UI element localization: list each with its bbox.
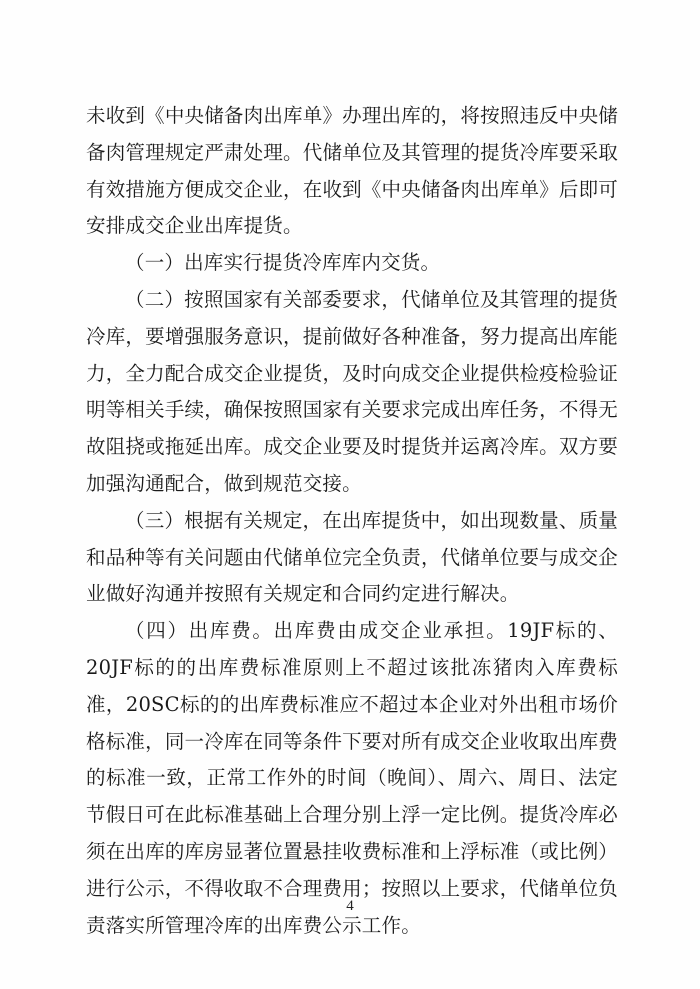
paragraph-item-2: （二）按照国家有关部委要求，代储单位及其管理的提货冷库，要增强服务意识，提前做好各种准备，努力提高出库能力，全力配合成交企业提货，及时向成交企业提供检疫检验证明等相关手续，确保按照国家有关要求完成出库任务，不得无故阻挠或拖延出库。成交企业要及时提货并运离冷库。双方要加强沟通配合，做到规范交接。 (86, 287, 618, 495)
paragraph-item-1: （一）出库实行提货冷库库内交货。 (125, 251, 441, 275)
page-number: 4 (346, 898, 354, 914)
body-text (86, 98, 618, 944)
paragraph-item-3: （三）根据有关规定，在出库提货中，如出现数量、质量和品种等有关问题由代储单位完全负责，代储单位要与成交企业做好沟通并按照有关规定和合同约定进行解决。 (86, 508, 618, 606)
paragraph-item-4: （四）出库费。出库费由成交企业承担。19JF标的、20JF标的的出库费标准原则上不超过该批冻猪肉入库费标准，20SC标的的出库费标准应不超过本企业对外出租市场价格标准，同一冷库在同等条件下要对所有成交企业收取出库费的标准一致，正常工作外的时间（晚间）、周六、周日、法定节假日可在此标准基础上合理分别上浮一定比例。提货冷库必须在出库的库房显著位置悬挂收费标准和上浮标准（或比例）进行公示，不得收取不合理费用；按照以上要求，代储单位负责落实所管理冷库的出库费公示工作。 (86, 619, 618, 937)
paragraph-continued: 未收到《中央储备肉出库单》办理出库的，将按照违反中央储备肉管理规定严肃处理。代储单位及其管理的提货冷库要采取有效措施方便成交企业，在收到《中央储备肉出库单》后即可安排成交企业出库提货。 (86, 104, 618, 238)
